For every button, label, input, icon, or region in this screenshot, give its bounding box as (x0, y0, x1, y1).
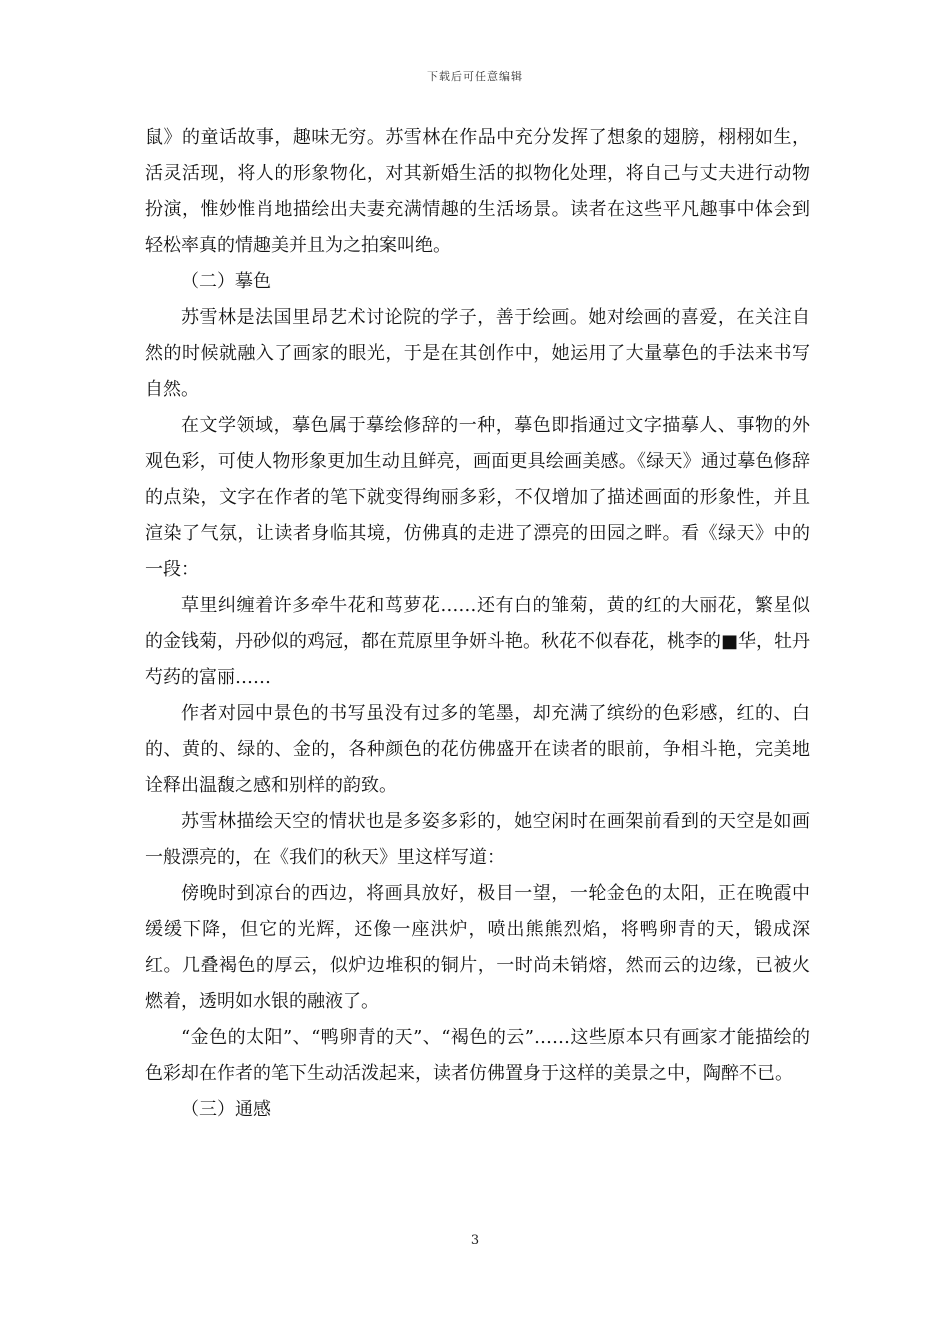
paragraph: 苏雪林描绘天空的情状也是多姿多彩的，她空闲时在画架前看到的天空是如画一般漂亮的，在《我们的秋天》里这样写道： (145, 811, 810, 868)
page-header: 下载后可任意编辑 (427, 70, 523, 83)
quote-paragraph: 草里纠缠着许多牵牛花和茑萝花……还有白的雏菊，黄的红的大丽花，繁星似的金钱菊，丹砂似的鸡冠，都在荒原里争妍斗艳。秋花不似春花，桃李的■华，牡丹芍药的富丽…… (145, 595, 811, 688)
page-number: 3 (470, 1233, 480, 1248)
paragraph: 在文学领域，摹色属于摹绘修辞的一种，摹色即指通过文字描摹人、事物的外观色彩，可使人物形象更加生动且鲜亮，画面更具绘画美感。《绿天》通过摹色修辞的点染，文字在作者的笔下就变得绚丽多彩，不仅增加了描述画面的形象性，并且渲染了气氛，让读者身临其境，仿佛真的走进了漂亮的田园之畔。看《绿天》中的一段： (145, 415, 810, 580)
paragraph: 作者对园中景色的书写虽没有过多的笔墨，却充满了缤纷的色彩感，红的、白的、黄的、绿的、金的，各种颜色的花仿佛盛开在读者的眼前，争相斗艳，完美地诠释出温馥之感和别样的韵致。 (145, 703, 810, 796)
paragraph: “金色的太阳”、“鸭卵青的天”、“褐色的云”……这些原本只有画家才能描绘的色彩却在作者的笔下生动活泼起来，读者仿佛置身于这样的美景之中，陶醉不已。 (145, 1027, 810, 1084)
paragraph-continued: 鼠》的童话故事，趣味无穷。苏雪林在作品中充分发挥了想象的翅膀，栩栩如生，活灵活现，将人的形象物化，对其新婚生活的拟物化处理，将自己与丈夫进行动物扮演，惟妙惟肖地描绘出夫妻充满情趣的生活场景。读者在这些平凡趣事中体会到轻松率真的情趣美并且为之拍案叫绝。 (145, 127, 810, 256)
quote-paragraph: 傍晚时到凉台的西边，将画具放好，极目一望，一轮金色的太阳，正在晚霞中缓缓下降，但它的光辉，还像一座洪炉，喷出熊熊烈焰，将鸭卵青的天，锻成深红。几叠褐色的厚云，似炉边堆积的铜片，一时尚未销熔，然而云的边缘，已被火燃着，透明如水银的融液了。 (145, 883, 810, 1012)
document-body (145, 120, 810, 1128)
section-heading-moshai: （二）摹色 (181, 271, 271, 292)
paragraph: 苏雪林是法国里昂艺术讨论院的学子，善于绘画。她对绘画的喜爱，在关注自然的时候就融入了画家的眼光，于是在其创作中，她运用了大量摹色的手法来书写自然。 (145, 307, 810, 400)
section-heading-tonggan: （三）通感 (181, 1099, 271, 1120)
